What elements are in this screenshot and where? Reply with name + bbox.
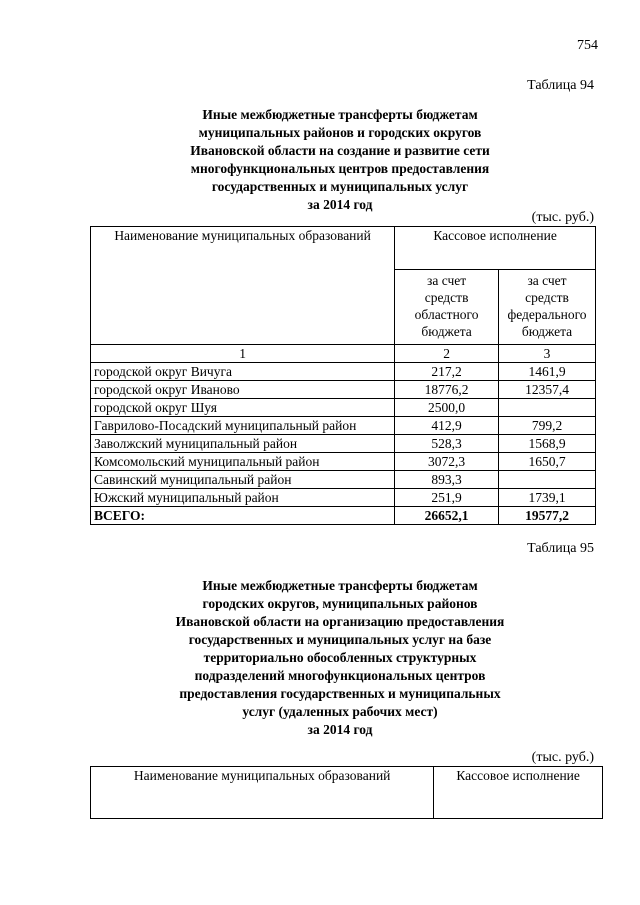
header-line: средств <box>525 290 569 305</box>
title-line: за 2014 год <box>307 197 373 212</box>
header-line: за счет <box>427 273 467 288</box>
header-line: федерального <box>507 307 587 322</box>
row-federal <box>499 399 596 417</box>
row-regional: 412,9 <box>395 417 499 435</box>
title-line: Иные межбюджетные трансферты бюджетам <box>202 107 478 122</box>
header-federal <box>499 270 596 345</box>
row-regional: 893,3 <box>395 471 499 489</box>
table-row <box>91 471 596 489</box>
row-name: городской округ Вичуга <box>91 363 395 381</box>
table-row <box>91 417 596 435</box>
header-execution: Кассовое исполнение <box>395 227 596 270</box>
row-name: Гаврилово-Посадский муниципальный район <box>91 417 395 435</box>
row-federal <box>499 471 596 489</box>
title-line: Иные межбюджетные трансферты бюджетам <box>202 578 478 593</box>
table-94-title <box>90 106 590 214</box>
row-name: Савинский муниципальный район <box>91 471 395 489</box>
table-95 <box>90 766 603 819</box>
row-regional: 3072,3 <box>395 453 499 471</box>
title-line: за 2014 год <box>307 722 373 737</box>
title-line: государственных и муниципальных услуг <box>211 179 469 194</box>
col-number: 2 <box>395 345 499 363</box>
title-line: предоставления государственных и муниципальных <box>179 686 501 701</box>
row-name: Комсомольский муниципальный район <box>91 453 395 471</box>
title-line: государственных и муниципальных услуг на базе <box>188 632 492 647</box>
row-regional: 251,9 <box>395 489 499 507</box>
table-94-label: Таблица 94 <box>527 78 594 93</box>
row-name: городской округ Иваново <box>91 381 395 399</box>
col-number: 1 <box>91 345 395 363</box>
page-number: 754 <box>577 38 598 53</box>
row-federal: 1461,9 <box>499 363 596 381</box>
row-regional: 217,2 <box>395 363 499 381</box>
table-row <box>91 489 596 507</box>
title-line: Ивановской области на создание и развитие сети <box>190 143 490 158</box>
title-line: Ивановской области на организацию предоставления <box>175 614 505 629</box>
table-row <box>91 435 596 453</box>
header-name: Наименование муниципальных образований <box>91 767 434 819</box>
table-row <box>91 399 596 417</box>
header-line: за счет <box>527 273 567 288</box>
title-line: муниципальных районов и городских округов <box>198 125 482 140</box>
header-execution: Кассовое исполнение <box>434 767 603 819</box>
header-line: бюджета <box>521 324 573 339</box>
title-line: городских округов, муниципальных районов <box>202 596 478 611</box>
header-line: бюджета <box>421 324 472 339</box>
table-95-units: (тыс. руб.) <box>531 750 594 765</box>
row-federal: 12357,4 <box>499 381 596 399</box>
header-line: средств <box>424 290 469 305</box>
total-federal: 19577,2 <box>499 507 596 525</box>
total-regional: 26652,1 <box>395 507 499 525</box>
row-federal: 1739,1 <box>499 489 596 507</box>
header-line: областного <box>414 307 479 322</box>
row-name: городской округ Шуя <box>91 399 395 417</box>
row-federal: 1568,9 <box>499 435 596 453</box>
title-line: подразделений многофункциональных центров <box>194 668 486 683</box>
title-line: территориально обособленных структурных <box>203 650 477 665</box>
table-row <box>91 453 596 471</box>
row-regional: 18776,2 <box>395 381 499 399</box>
row-name: Южский муниципальный район <box>91 489 395 507</box>
title-line: услуг (удаленных рабочих мест) <box>242 704 438 719</box>
total-row <box>91 507 596 525</box>
row-federal: 799,2 <box>499 417 596 435</box>
table-94 <box>90 226 596 525</box>
col-number: 3 <box>499 345 596 363</box>
table-95-title <box>90 577 590 739</box>
table-95-label: Таблица 95 <box>527 541 594 556</box>
row-federal: 1650,7 <box>499 453 596 471</box>
row-name: Заволжский муниципальный район <box>91 435 395 453</box>
table-94-units: (тыс. руб.) <box>531 210 594 225</box>
table-row <box>91 381 596 399</box>
total-name: ВСЕГО: <box>91 507 395 525</box>
table-row <box>91 363 596 381</box>
header-name: Наименование муниципальных образований <box>91 227 395 345</box>
header-regional <box>395 270 499 345</box>
title-line: многофункциональных центров предоставления <box>190 161 490 176</box>
row-regional: 528,3 <box>395 435 499 453</box>
row-regional: 2500,0 <box>395 399 499 417</box>
